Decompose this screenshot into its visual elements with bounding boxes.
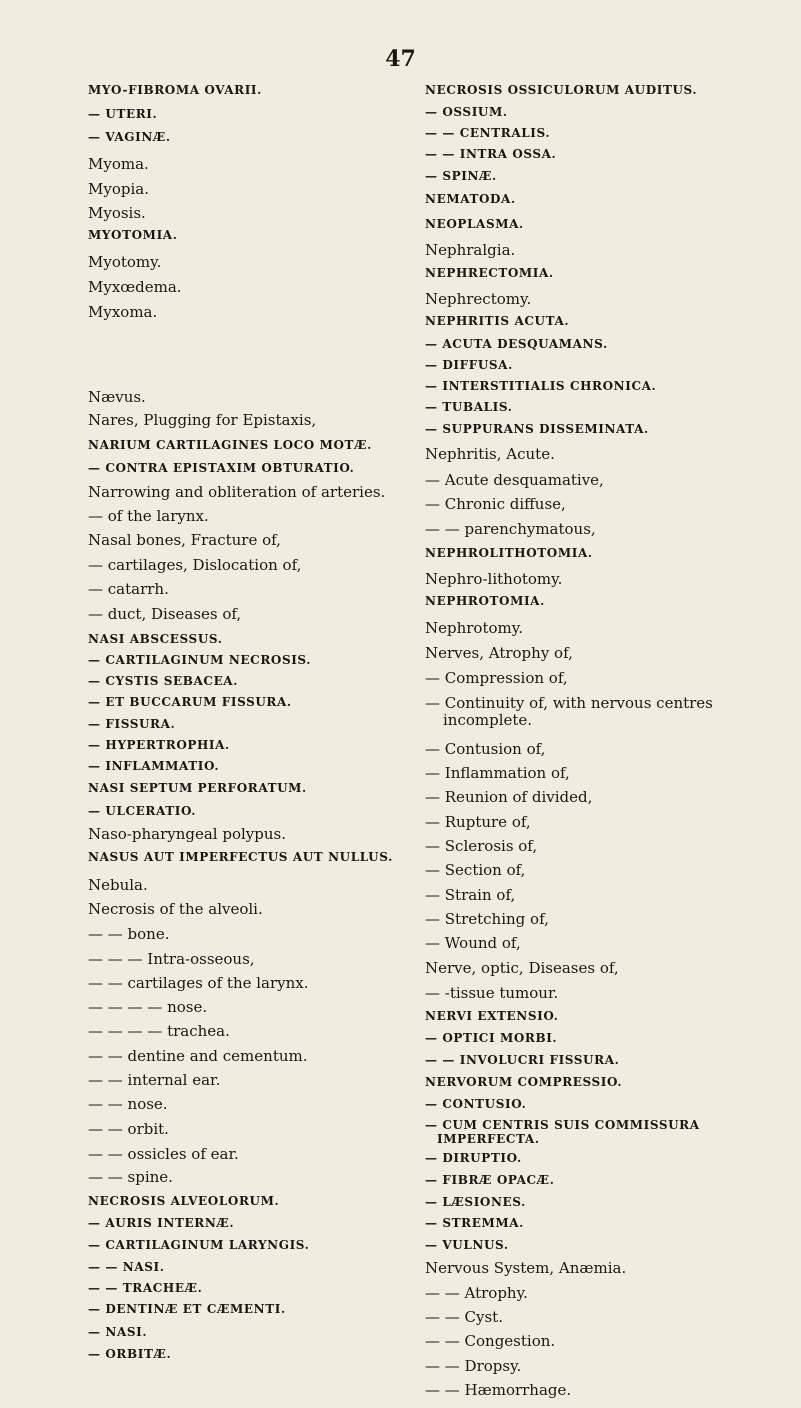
right-index-entry <box>425 401 801 415</box>
entry-text: Myosis. <box>88 204 146 222</box>
entry-text: NEPHROTOMIA. <box>425 594 545 608</box>
entry-text: — FIBRÆ OPACÆ. <box>425 1173 555 1187</box>
entry-text: — NASI. <box>88 1325 148 1339</box>
entry-text: — DIFFUSA. <box>425 358 513 372</box>
entry-text: MYO-FIBROMA OVARII. <box>88 83 262 97</box>
entry-text: — INTERSTITIALIS CHRONICA. <box>425 379 657 393</box>
left-index-entry <box>88 826 410 843</box>
left-index-entry <box>88 205 410 222</box>
left-index-entry <box>88 1261 410 1275</box>
entry-text: NEMATODA. <box>425 192 516 206</box>
entry-text: Nebula. <box>88 876 148 894</box>
right-index-entry <box>425 291 801 308</box>
entry-text: — Contusion of, <box>425 740 546 758</box>
left-index-entry <box>88 782 410 796</box>
left-index-entry <box>88 1023 410 1040</box>
entry-text: Nævus. <box>88 388 146 406</box>
right-index-entry <box>425 1098 801 1112</box>
entry-text: NARIUM CARTILAGINES LOCO MOTÆ. <box>88 438 372 452</box>
entry-text: — HYPERTROPHIA. <box>88 738 230 752</box>
entry-text: NASUS AUT IMPERFECTUS AUT NULLUS. <box>88 850 393 864</box>
right-index-entry <box>425 1032 801 1046</box>
entry-text: — — Atrophy. <box>425 1284 528 1302</box>
entry-text: Nervous System, Anæmia. <box>425 1259 627 1277</box>
left-index-entry <box>88 926 410 943</box>
entry-text: — — Congestion. <box>425 1332 556 1350</box>
entry-text: — — INTRA OSSA. <box>425 147 557 161</box>
left-index-entry <box>88 901 410 918</box>
entry-text: — duct, Diseases of, <box>88 605 242 623</box>
right-index-entry <box>425 1260 801 1277</box>
left-index-entry <box>88 851 410 865</box>
left-index-entry <box>88 581 410 598</box>
right-index-entry <box>425 267 801 281</box>
left-index-entry <box>88 675 410 689</box>
right-index-entry <box>425 127 801 141</box>
left-index-entry <box>88 1072 410 1089</box>
left-index-entry <box>88 439 410 453</box>
left-index-entry <box>88 951 410 968</box>
right-index-entry <box>425 1309 801 1326</box>
right-index-entry <box>425 765 801 782</box>
left-index-entry <box>88 1096 410 1113</box>
entry-text: NEPHRITIS ACUTA. <box>425 314 570 328</box>
entry-text: — ULCERATIO. <box>88 804 197 818</box>
entry-continuation-text: incomplete. <box>443 711 533 730</box>
entry-text: — ET BUCCARUM FISSURA. <box>88 695 292 709</box>
entry-text: — Rupture of, <box>425 813 531 831</box>
entry-text: — LÆSIONES. <box>425 1195 526 1209</box>
right-index-entry <box>425 315 801 329</box>
entry-text: — CUM CENTRIS SUIS COMMISSURA <box>425 1118 700 1132</box>
entry-text: NASI ABSCESSUS. <box>88 632 223 646</box>
right-index-entry <box>425 670 801 687</box>
left-index-entry <box>88 84 410 98</box>
entry-text: — — INVOLUCRI FISSURA. <box>425 1053 620 1067</box>
left-index-entry <box>88 181 410 198</box>
right-index-entry <box>425 547 801 561</box>
right-index-entry <box>425 960 801 977</box>
left-index-entry <box>88 805 410 819</box>
entry-text: Nasal bones, Fracture of, <box>88 531 281 549</box>
left-index-entry <box>88 108 410 122</box>
left-index-entry <box>88 557 410 574</box>
entry-text: — Inflammation of, <box>425 764 570 782</box>
entry-text: — — Cyst. <box>425 1308 503 1326</box>
right-index-entry <box>425 645 801 662</box>
right-index-entry <box>425 1382 801 1399</box>
right-index-entry <box>425 423 801 437</box>
entry-text: — Sclerosis of, <box>425 837 538 855</box>
entry-text: NECROSIS OSSICULORUM AUDITUS. <box>425 83 698 97</box>
right-index-entry <box>425 218 801 232</box>
left-index-entry <box>88 484 410 501</box>
right-index-entry <box>425 521 801 538</box>
right-index-entry <box>425 1152 801 1166</box>
right-index-entry <box>425 935 801 952</box>
left-index-entry <box>88 1169 410 1186</box>
left-index-entry <box>88 1326 410 1340</box>
page-number: 47 <box>385 46 416 72</box>
entry-text: — -tissue tumour. <box>425 984 559 1002</box>
entry-text: — — nose. <box>88 1095 168 1113</box>
left-index-entry <box>88 1146 410 1163</box>
right-index-entry <box>425 1076 801 1090</box>
entry-text: — OSSIUM. <box>425 105 508 119</box>
entry-text: NECROSIS ALVEOLORUM. <box>88 1194 280 1208</box>
entry-text: — Stretching of, <box>425 910 549 928</box>
entry-text: — TUBALIS. <box>425 400 513 414</box>
left-index-entry <box>88 389 410 406</box>
entry-text: — CARTILAGINUM LARYNGIS. <box>88 1238 310 1252</box>
entry-text: — — bone. <box>88 925 170 943</box>
left-index-entry <box>88 606 410 623</box>
entry-text: Nephralgia. <box>425 241 516 259</box>
right-index-entry <box>425 741 801 758</box>
right-index-entry <box>425 862 801 879</box>
right-index-entry <box>425 595 801 609</box>
entry-text: — AURIS INTERNÆ. <box>88 1216 235 1230</box>
entry-text: Nephro-lithotomy. <box>425 570 563 588</box>
right-index-entry <box>425 1054 801 1068</box>
entry-text: — Reunion of divided, <box>425 788 593 806</box>
right-index-entry <box>425 911 801 928</box>
entry-text: — CARTILAGINUM NECROSIS. <box>88 653 312 667</box>
entry-text: — SUPPURANS DISSEMINATA. <box>425 422 649 436</box>
right-index-entry <box>425 1358 801 1375</box>
right-index-entry <box>425 496 801 513</box>
left-index-entry <box>88 877 410 894</box>
right-index-entry <box>425 887 801 904</box>
entry-text: — — spine. <box>88 1168 173 1186</box>
entry-text: Myopia. <box>88 180 149 198</box>
entry-text: — STREMMA. <box>425 1216 524 1230</box>
left-index-entry <box>88 462 410 476</box>
entry-text: NASI SEPTUM PERFORATUM. <box>88 781 307 795</box>
entry-text: Myxœdema. <box>88 278 182 296</box>
entry-text: — DIRUPTIO. <box>425 1151 522 1165</box>
right-index-entry <box>425 571 801 588</box>
right-index-entry <box>425 1196 801 1210</box>
entry-text: — — orbit. <box>88 1120 169 1138</box>
entry-text: — Compression of, <box>425 669 568 687</box>
left-index-entry <box>88 654 410 668</box>
entry-text: — VAGINÆ. <box>88 130 171 144</box>
right-index-column <box>425 0 801 1408</box>
entry-text: — VULNUS. <box>425 1238 509 1252</box>
right-index-entry <box>425 985 801 1002</box>
entry-text: — OPTICI MORBI. <box>425 1031 558 1045</box>
entry-text: Nares, Plugging for Epistaxis, <box>88 411 317 429</box>
entry-text: — — CENTRALIS. <box>425 126 551 140</box>
left-index-entry <box>88 633 410 647</box>
right-index-entry <box>425 148 801 162</box>
entry-text: NEPHROLITHOTOMIA. <box>425 546 593 560</box>
left-index-entry <box>88 254 410 271</box>
entry-text: — — TRACHEÆ. <box>88 1281 203 1295</box>
left-index-entry <box>88 304 410 321</box>
entry-text: — Section of, <box>425 861 526 879</box>
right-index-entry <box>425 1174 801 1188</box>
right-index-entry <box>425 242 801 259</box>
left-index-column <box>88 0 410 1408</box>
left-index-entry <box>88 1217 410 1231</box>
entry-text: Nephrectomy. <box>425 290 532 308</box>
right-index-entry <box>425 170 801 184</box>
left-index-entry <box>88 229 410 243</box>
right-index-entry <box>425 695 801 730</box>
right-index-entry <box>425 1010 801 1024</box>
left-index-entry <box>88 1348 410 1362</box>
entry-text: Nephrotomy. <box>425 619 523 637</box>
entry-text: — UTERI. <box>88 107 158 121</box>
entry-text: Nephritis, Acute. <box>425 445 555 463</box>
entry-text: — CONTUSIO. <box>425 1097 527 1111</box>
entry-text: — — parenchymatous, <box>425 520 596 538</box>
entry-text: Myotomy. <box>88 253 162 271</box>
entry-text: — cartilages, Dislocation of, <box>88 556 302 574</box>
left-index-entry <box>88 739 410 753</box>
right-index-entry <box>425 380 801 394</box>
left-index-entry <box>88 532 410 549</box>
right-index-entry <box>425 620 801 637</box>
entry-text: — Continuity of, with nervous centres <box>425 694 713 712</box>
entry-text: — Strain of, <box>425 886 516 904</box>
entry-text: Myxoma. <box>88 303 158 321</box>
entry-text: — — — — nose. <box>88 998 208 1016</box>
right-index-entry <box>425 1333 801 1350</box>
entry-text: NEPHRECTOMIA. <box>425 266 554 280</box>
entry-text: — — dentine and cementum. <box>88 1047 308 1065</box>
entry-text: — of the larynx. <box>88 507 209 525</box>
entry-text: Necrosis of the alveoli. <box>88 900 263 918</box>
entry-text: — Wound of, <box>425 934 521 952</box>
entry-text: Nerve, optic, Diseases of, <box>425 959 619 977</box>
left-index-entry <box>88 696 410 710</box>
right-index-entry <box>425 106 801 120</box>
left-index-entry <box>88 508 410 525</box>
right-index-entry <box>425 1119 801 1147</box>
entry-text: — ORBITÆ. <box>88 1347 172 1361</box>
left-index-entry <box>88 131 410 145</box>
right-index-entry <box>425 1217 801 1231</box>
entry-text: Naso-pharyngeal polypus. <box>88 825 286 843</box>
entry-text: Nerves, Atrophy of, <box>425 644 573 662</box>
left-index-entry <box>88 279 410 296</box>
entry-text: — CYSTIS SEBACEA. <box>88 674 238 688</box>
right-index-entry <box>425 472 801 489</box>
entry-text: — — ossicles of ear. <box>88 1145 239 1163</box>
right-index-entry <box>425 359 801 373</box>
right-index-entry <box>425 446 801 463</box>
entry-text: NEOPLASMA. <box>425 217 524 231</box>
entry-text: NERVI EXTENSIO. <box>425 1009 559 1023</box>
left-index-entry <box>88 1303 410 1317</box>
right-index-entry <box>425 814 801 831</box>
left-index-entry <box>88 1282 410 1296</box>
left-index-entry <box>88 1121 410 1138</box>
left-index-entry <box>88 760 410 774</box>
entry-text: — — NASI. <box>88 1260 165 1274</box>
entry-text: MYOTOMIA. <box>88 228 178 242</box>
left-index-entry <box>88 1195 410 1209</box>
left-index-entry <box>88 156 410 173</box>
entry-text: — CONTRA EPISTAXIM OBTURATIO. <box>88 461 355 475</box>
left-index-entry <box>88 975 410 992</box>
entry-text: Myoma. <box>88 155 149 173</box>
entry-text: — SPINÆ. <box>425 169 497 183</box>
entry-text: — — Dropsy. <box>425 1357 522 1375</box>
entry-text: — DENTINÆ ET CÆMENTI. <box>88 1302 286 1316</box>
entry-text: — — — — trachea. <box>88 1022 230 1040</box>
left-index-entry <box>88 1239 410 1253</box>
entry-text: — catarrh. <box>88 580 169 598</box>
entry-text: Narrowing and obliteration of arteries. <box>88 483 386 501</box>
entry-text: — — — Intra-osseous, <box>88 950 255 968</box>
right-index-entry <box>425 1285 801 1302</box>
right-index-entry <box>425 338 801 352</box>
right-index-entry <box>425 789 801 806</box>
entry-text: — FISSURA. <box>88 717 176 731</box>
left-index-entry <box>88 999 410 1016</box>
entry-text: — Acute desquamative, <box>425 471 604 489</box>
entry-text: — — internal ear. <box>88 1071 221 1089</box>
right-index-entry <box>425 193 801 207</box>
entry-text: — ACUTA DESQUAMANS. <box>425 337 608 351</box>
right-index-entry <box>425 1239 801 1253</box>
right-index-entry <box>425 84 801 98</box>
entry-text: — — cartilages of the larynx. <box>88 974 309 992</box>
entry-text: — INFLAMMATIO. <box>88 759 220 773</box>
left-index-entry <box>88 412 410 429</box>
left-index-entry <box>88 1048 410 1065</box>
entry-text: — — Hæmorrhage. <box>425 1381 572 1399</box>
entry-text: NERVORUM COMPRESSIO. <box>425 1075 623 1089</box>
entry-text: — Chronic diffuse, <box>425 495 566 513</box>
entry-continuation-text: IMPERFECTA. <box>437 1131 540 1146</box>
right-index-entry <box>425 838 801 855</box>
left-index-entry <box>88 718 410 732</box>
